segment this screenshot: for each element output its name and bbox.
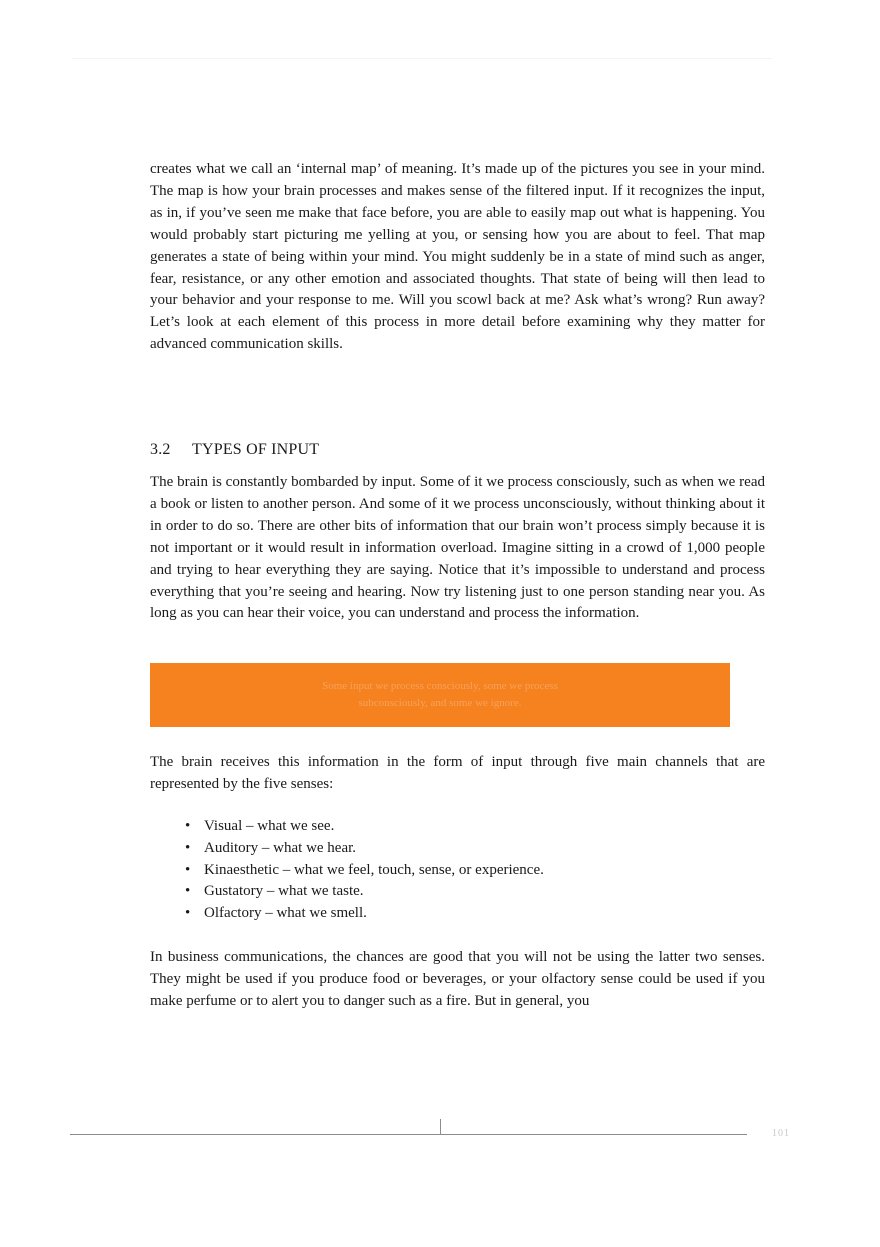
body-paragraph-4: In business communications, the chances are good that you will not be using the latter two senses. They might be used if you produce food or beverages, or your olfactory sense could be used if you make perfume or to alert you to danger such as a fire. But in general, you bbox=[150, 949, 765, 1009]
section-number: 3.2 bbox=[150, 441, 171, 458]
callout-text: Some input we process consciously, some we process subconsciously, and some we ignore. bbox=[322, 680, 558, 709]
section-heading bbox=[150, 441, 319, 459]
body-paragraph-3: The brain receives this information in the form of input through five main channels that are represented by the five senses: bbox=[150, 754, 765, 792]
header-rule bbox=[72, 58, 772, 59]
section-title: TYPES OF INPUT bbox=[192, 441, 320, 458]
list-item: • Visual – what we see. bbox=[185, 816, 544, 838]
senses-list bbox=[185, 816, 544, 925]
footer-divider bbox=[440, 1119, 441, 1135]
page-number: 101 bbox=[772, 1128, 790, 1139]
list-item: • Kinaesthetic – what we feel, touch, sense, or experience. bbox=[185, 860, 544, 882]
list-item: • Gustatory – what we taste. bbox=[185, 881, 544, 903]
body-paragraph-2: The brain is constantly bombarded by input. Some of it we process consciously, such as when we read a book or listen to another person. And some of it we process unconsciously, without thinking about it in order to do so. There are other bits of information that our brain won’t process simply because it is not important or it would result in information overload. Imagine sitting in a crowd of 1,000 people and trying to hear everything they are saying. Notice that it’s impossible to understand and process everything that you’re seeing and hearing. Now try listening just to one person standing near you. As long as you can hear their voice, you can understand and process the information. bbox=[150, 474, 765, 622]
callout-box bbox=[150, 663, 730, 727]
footer-rule bbox=[70, 1134, 440, 1135]
body-paragraph-1: creates what we call an ‘internal map’ of meaning. It’s made up of the pictures you see in your mind. The map is how your brain processes and makes sense of the filtered input. If it recognizes the input, as in, if you’ve seen me make that face before, you are able to easily map out what is happening. You would probably start picturing me yelling at you, or sensing how you are about to feel. That map generates a state of being within your mind. You might suddenly be in a state of mind such as anger, fear, resistance, or any other emotion and associated thoughts. That state of being will then lead to your behavior and your response to me. Will you scowl back at me? Ask what’s wrong? Run away? Let’s look at each element of this process in more detail before examining why they matter for advanced communication skills. bbox=[150, 161, 765, 353]
footer-rule bbox=[441, 1134, 747, 1135]
list-item: • Olfactory – what we smell. bbox=[185, 903, 544, 925]
list-item: • Auditory – what we hear. bbox=[185, 838, 544, 860]
